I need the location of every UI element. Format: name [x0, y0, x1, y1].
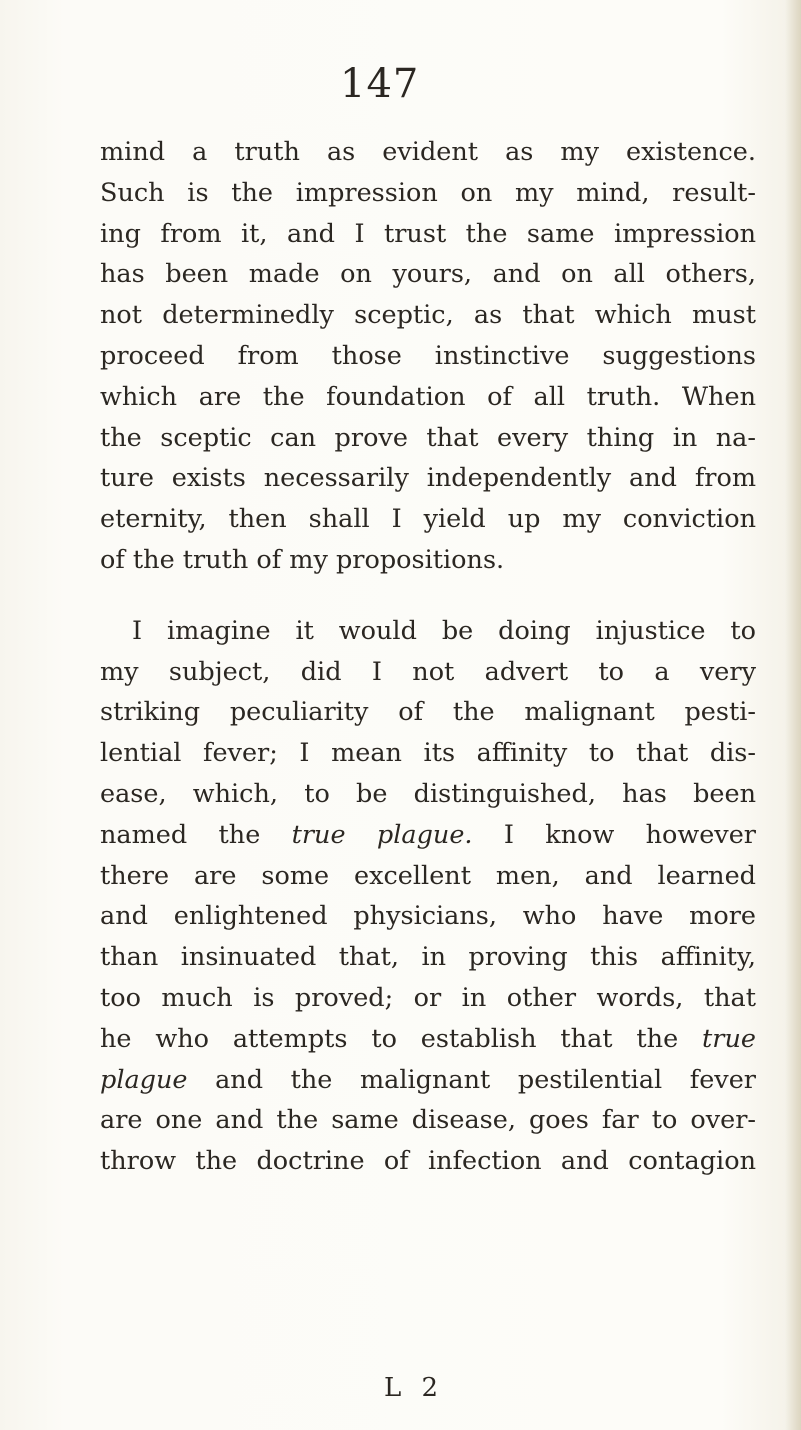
text-line: my subject, did I not advert to a very: [100, 656, 756, 687]
body-text: [100, 132, 756, 1182]
text-line: has been made on yours, and on all others,: [100, 259, 756, 290]
text-run: and the malignant pestilential fever: [187, 1064, 756, 1095]
text-line: [100, 1019, 756, 1060]
text-line: Such is the impression on my mind, result-: [100, 177, 756, 208]
page-number: 147: [340, 61, 420, 107]
text-line: eternity, then shall I yield up my conviction: [100, 504, 756, 535]
text-line: ease, which, to be distinguished, has been: [100, 778, 756, 809]
text-line: ing from it, and I trust the same impression: [100, 218, 756, 249]
text-line: which are the foundation of all truth. When: [100, 381, 756, 412]
text-line: than insinuated that, in proving this affinity,: [100, 942, 756, 973]
text-line: lential fever; I mean its affinity to that dis-: [100, 738, 756, 769]
italic-text: true plague.: [291, 819, 473, 850]
printer-signature-mark: L 2: [384, 1373, 445, 1403]
text-line: and enlightened physicians, who have more: [100, 901, 756, 932]
text-run: named the: [100, 819, 292, 850]
text-line: [100, 815, 756, 856]
text-run: he who attempts to establish that the: [100, 1023, 703, 1054]
text-line: I imagine it would be doing injustice to: [132, 615, 756, 646]
text-line: [100, 1060, 756, 1101]
text-line: of the truth of my propositions.: [100, 544, 505, 575]
text-line: mind a truth as evident as my existence.: [100, 137, 756, 167]
paragraph-gap: [100, 581, 756, 611]
paragraph-1: [100, 132, 756, 581]
text-line: ture exists necessarily independently and from: [100, 463, 756, 494]
italic-text: true: [702, 1023, 756, 1054]
page-edge-shadow: [785, 0, 801, 1430]
text-line: too much is proved; or in other words, that: [100, 982, 756, 1013]
text-line: throw the doctrine of infection and contagion: [100, 1146, 756, 1177]
text-line: the sceptic can prove that every thing in na-: [100, 422, 756, 453]
text-run: I know however: [472, 819, 756, 850]
text-line: striking peculiarity of the malignant pesti-: [100, 697, 756, 728]
text-line: not determinedly sceptic, as that which must: [100, 300, 756, 331]
italic-text: plague: [100, 1064, 188, 1095]
text-line: are one and the same disease, goes far to over-: [100, 1105, 756, 1136]
paragraph-2: [100, 611, 756, 1182]
text-line: proceed from those instinctive suggestions: [100, 340, 756, 371]
text-line: there are some excellent men, and learned: [100, 860, 756, 891]
